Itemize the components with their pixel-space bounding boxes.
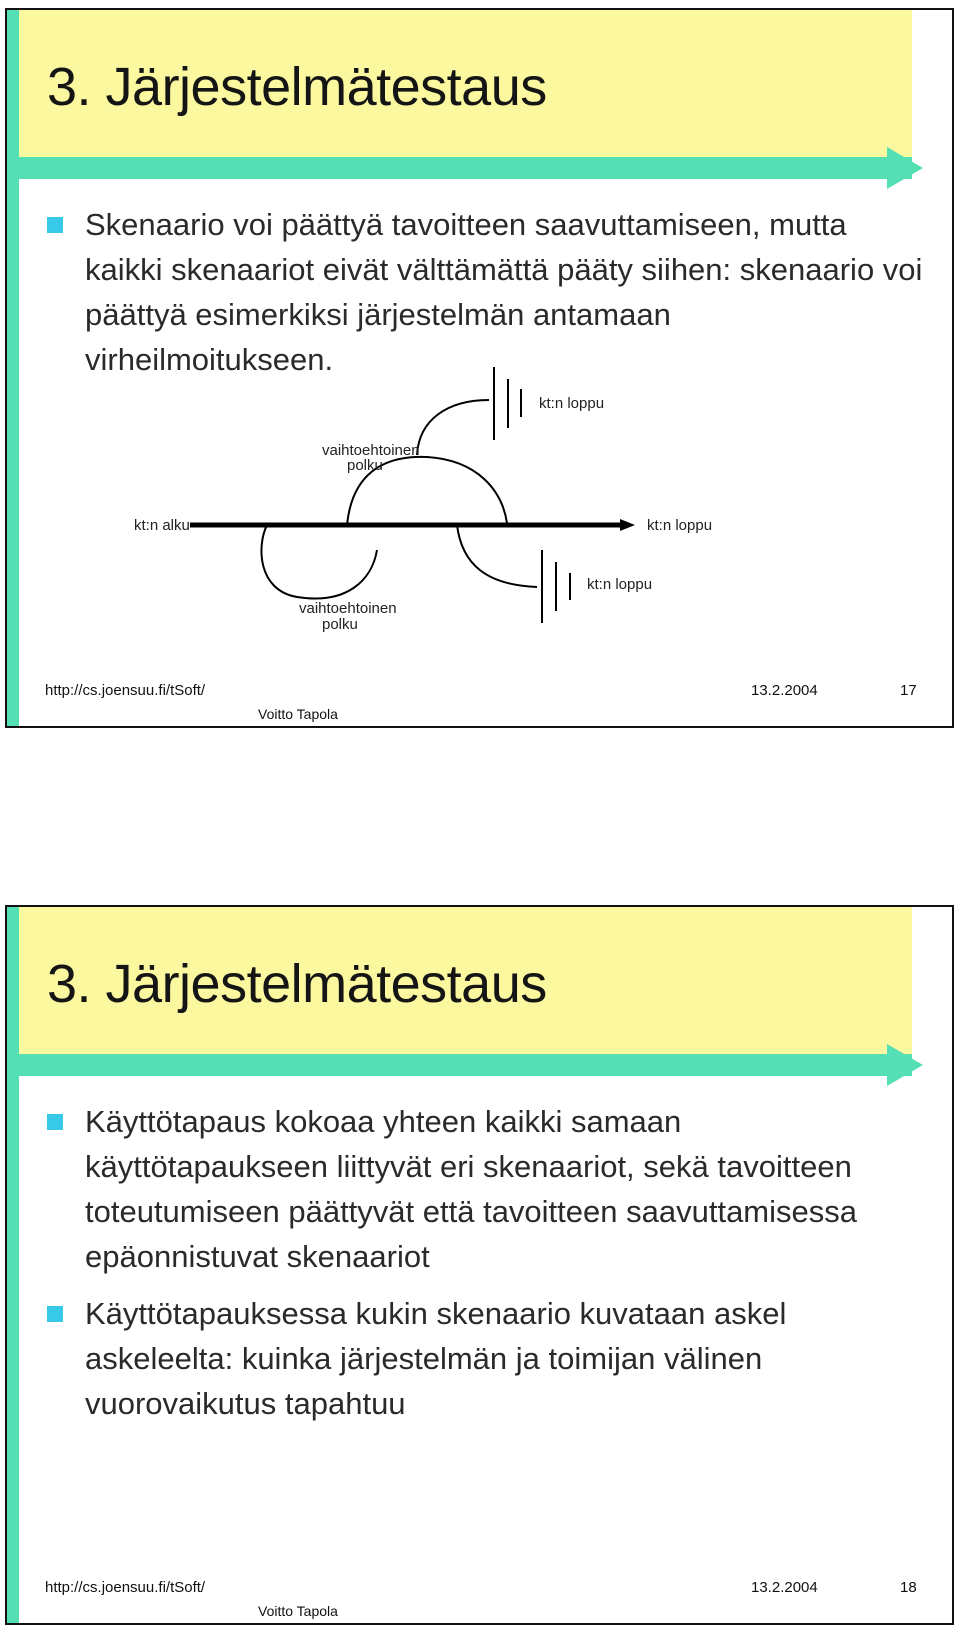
label-alt-top-2: polku: [347, 457, 383, 474]
bullet-item: [47, 202, 927, 382]
bullet-text: Skenaario voi päättyä tavoitteen saavuttamiseen, mutta kaikki skenaariot eivät välttämättä pääty siihen: skenaario voi päättyä esimerkiksi järjestelmän antamaan virheilmoitukseen.: [85, 207, 923, 377]
footer-author: Voitto Tapola: [258, 706, 338, 722]
footer-page-number: 17: [900, 682, 917, 699]
band-arrow-icon: [887, 1044, 923, 1086]
label-end-main: kt:n loppu: [647, 517, 713, 534]
square-bullet-icon: [47, 1306, 63, 1322]
label-end-top: kt:n loppu: [539, 395, 605, 412]
footer-date: 13.2.2004: [751, 1579, 818, 1596]
scenario-diagram: [117, 365, 747, 655]
footer-url: http://cs.joensuu.fi/tSoft/: [45, 682, 206, 699]
square-bullet-icon: [47, 217, 63, 233]
label-end-bottom: kt:n loppu: [587, 576, 653, 593]
slide-title: 3. Järjestelmätestaus: [47, 954, 547, 1014]
label-start: kt:n alku: [134, 517, 190, 534]
footer-date: 13.2.2004: [751, 682, 818, 699]
label-alt-bottom-1: vaihtoehtoinen: [299, 600, 397, 617]
main-path-arrow-icon: [620, 519, 635, 531]
footer-author: Voitto Tapola: [258, 1603, 338, 1619]
lower-alt-path-arc: [261, 525, 377, 599]
label-alt-top-1: vaihtoehtoinen: [322, 442, 420, 459]
slide-18: [5, 905, 954, 1625]
slide-title: 3. Järjestelmätestaus: [47, 57, 547, 117]
bullet-item: [47, 1099, 927, 1279]
lower-branch-curve: [457, 525, 537, 587]
square-bullet-icon: [47, 1114, 63, 1130]
bullet-item: [47, 1291, 927, 1426]
bullet-list: [47, 1099, 927, 1438]
upper-branch-curve: [417, 400, 489, 455]
footer-page-number: 18: [900, 1579, 917, 1596]
bullet-text: Käyttötapauksessa kukin skenaario kuvataan askel askeleelta: kuinka järjestelmän ja toimijan välinen vuorovaikutus tapahtuu: [85, 1296, 787, 1421]
label-alt-bottom-2: polku: [322, 616, 358, 633]
slide-17: [5, 8, 954, 728]
bullet-text: Käyttötapaus kokoaa yhteen kaikki samaan käyttötapaukseen liittyvät eri skenaariot, sekä tavoitteen toteutumiseen päättyvät että tavoitteen saavuttamisessa epäonnistuvat skenaariot: [85, 1104, 858, 1274]
band-arrow-icon: [887, 147, 923, 189]
footer-url: http://cs.joensuu.fi/tSoft/: [45, 1579, 206, 1596]
